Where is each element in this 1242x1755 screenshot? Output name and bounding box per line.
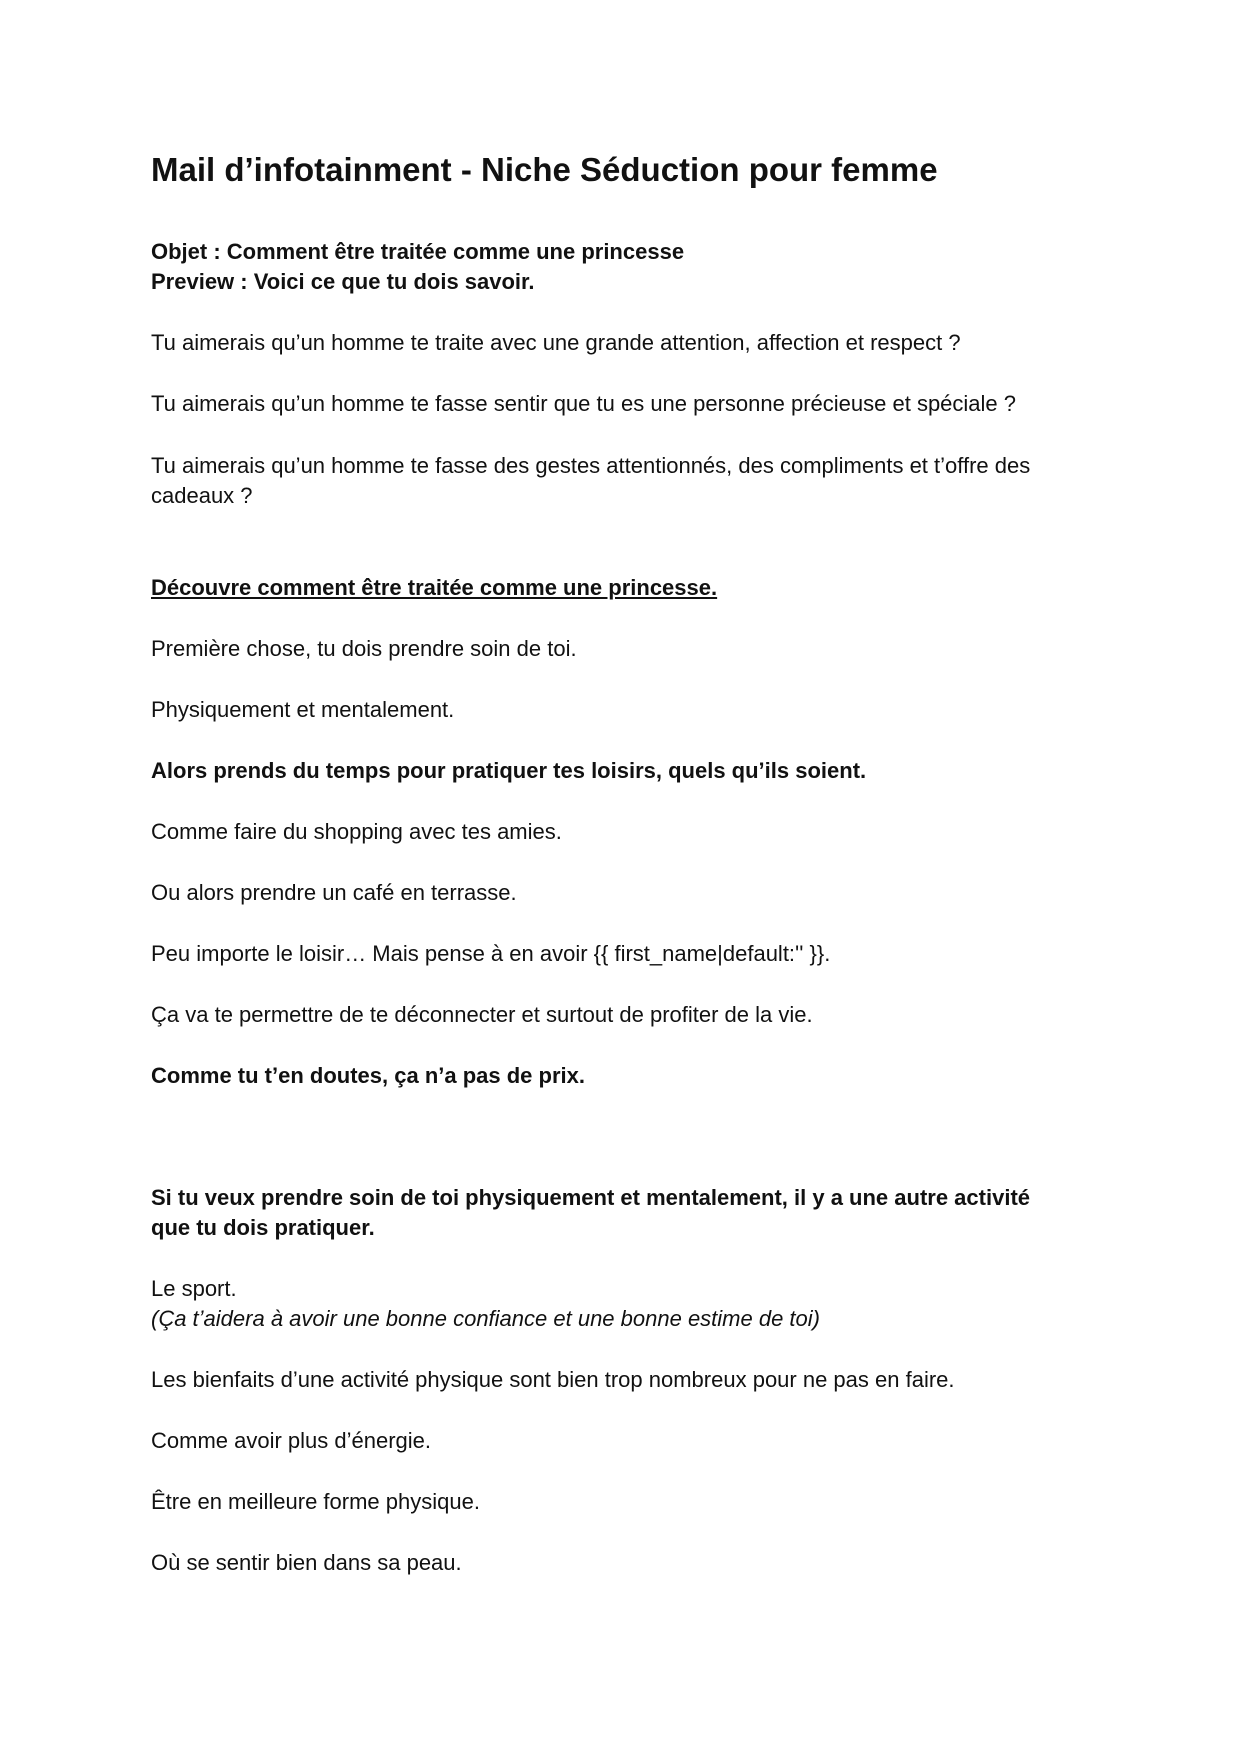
paragraph: Où se sentir bien dans sa peau. xyxy=(151,1550,462,1575)
paragraph: Ça va te permettre de te déconnecter et surtout de profiter de la vie. xyxy=(151,1002,813,1027)
paragraph: Première chose, tu dois prendre soin de toi. xyxy=(151,636,577,661)
intro-line-1: Tu aimerais qu’un homme te traite avec une grande attention, affection et respect ? xyxy=(151,330,961,355)
paragraph: Les bienfaits d’une activité physique sont bien trop nombreux pour ne pas en faire. xyxy=(151,1367,955,1392)
intro-line-2: Tu aimerais qu’un homme te fasse sentir que tu es une personne précieuse et spéciale ? xyxy=(151,391,1017,416)
paragraph: Peu importe le loisir… Mais pense à en avoir {{ first_name|default:'' }}. xyxy=(151,941,831,966)
paragraph-bold: Si tu veux prendre soin de toi physiquement et mentalement, il y a une autre activité xyxy=(151,1185,1031,1210)
document-title: Mail d’infotainment - Niche Séduction pour femme xyxy=(151,151,938,188)
paragraph-bold: que tu dois pratiquer. xyxy=(151,1215,375,1240)
paragraph: Être en meilleure forme physique. xyxy=(151,1489,480,1514)
paragraph-italic: (Ça t’aidera à avoir une bonne confiance et une bonne estime de toi) xyxy=(151,1306,820,1331)
email-preview: Preview : Voici ce que tu dois savoir. xyxy=(151,269,535,294)
paragraph: Comme avoir plus d’énergie. xyxy=(151,1428,432,1453)
paragraph: Comme faire du shopping avec tes amies. xyxy=(151,819,562,844)
paragraph: Le sport. xyxy=(151,1276,237,1301)
paragraph-bold: Alors prends du temps pour pratiquer tes loisirs, quels qu’ils soient. xyxy=(151,758,867,783)
intro-line-4: cadeaux ? xyxy=(151,483,253,508)
paragraph: Ou alors prendre un café en terrasse. xyxy=(151,880,517,905)
paragraph: Physiquement et mentalement. xyxy=(151,697,455,722)
paragraph-bold: Comme tu t’en doutes, ça n’a pas de prix. xyxy=(151,1063,585,1088)
section-heading: Découvre comment être traitée comme une princesse. xyxy=(151,575,718,600)
intro-line-3: Tu aimerais qu’un homme te fasse des gestes attentionnés, des compliments et t’offre des xyxy=(151,453,1031,478)
email-subject: Objet : Comment être traitée comme une princesse xyxy=(151,239,685,264)
